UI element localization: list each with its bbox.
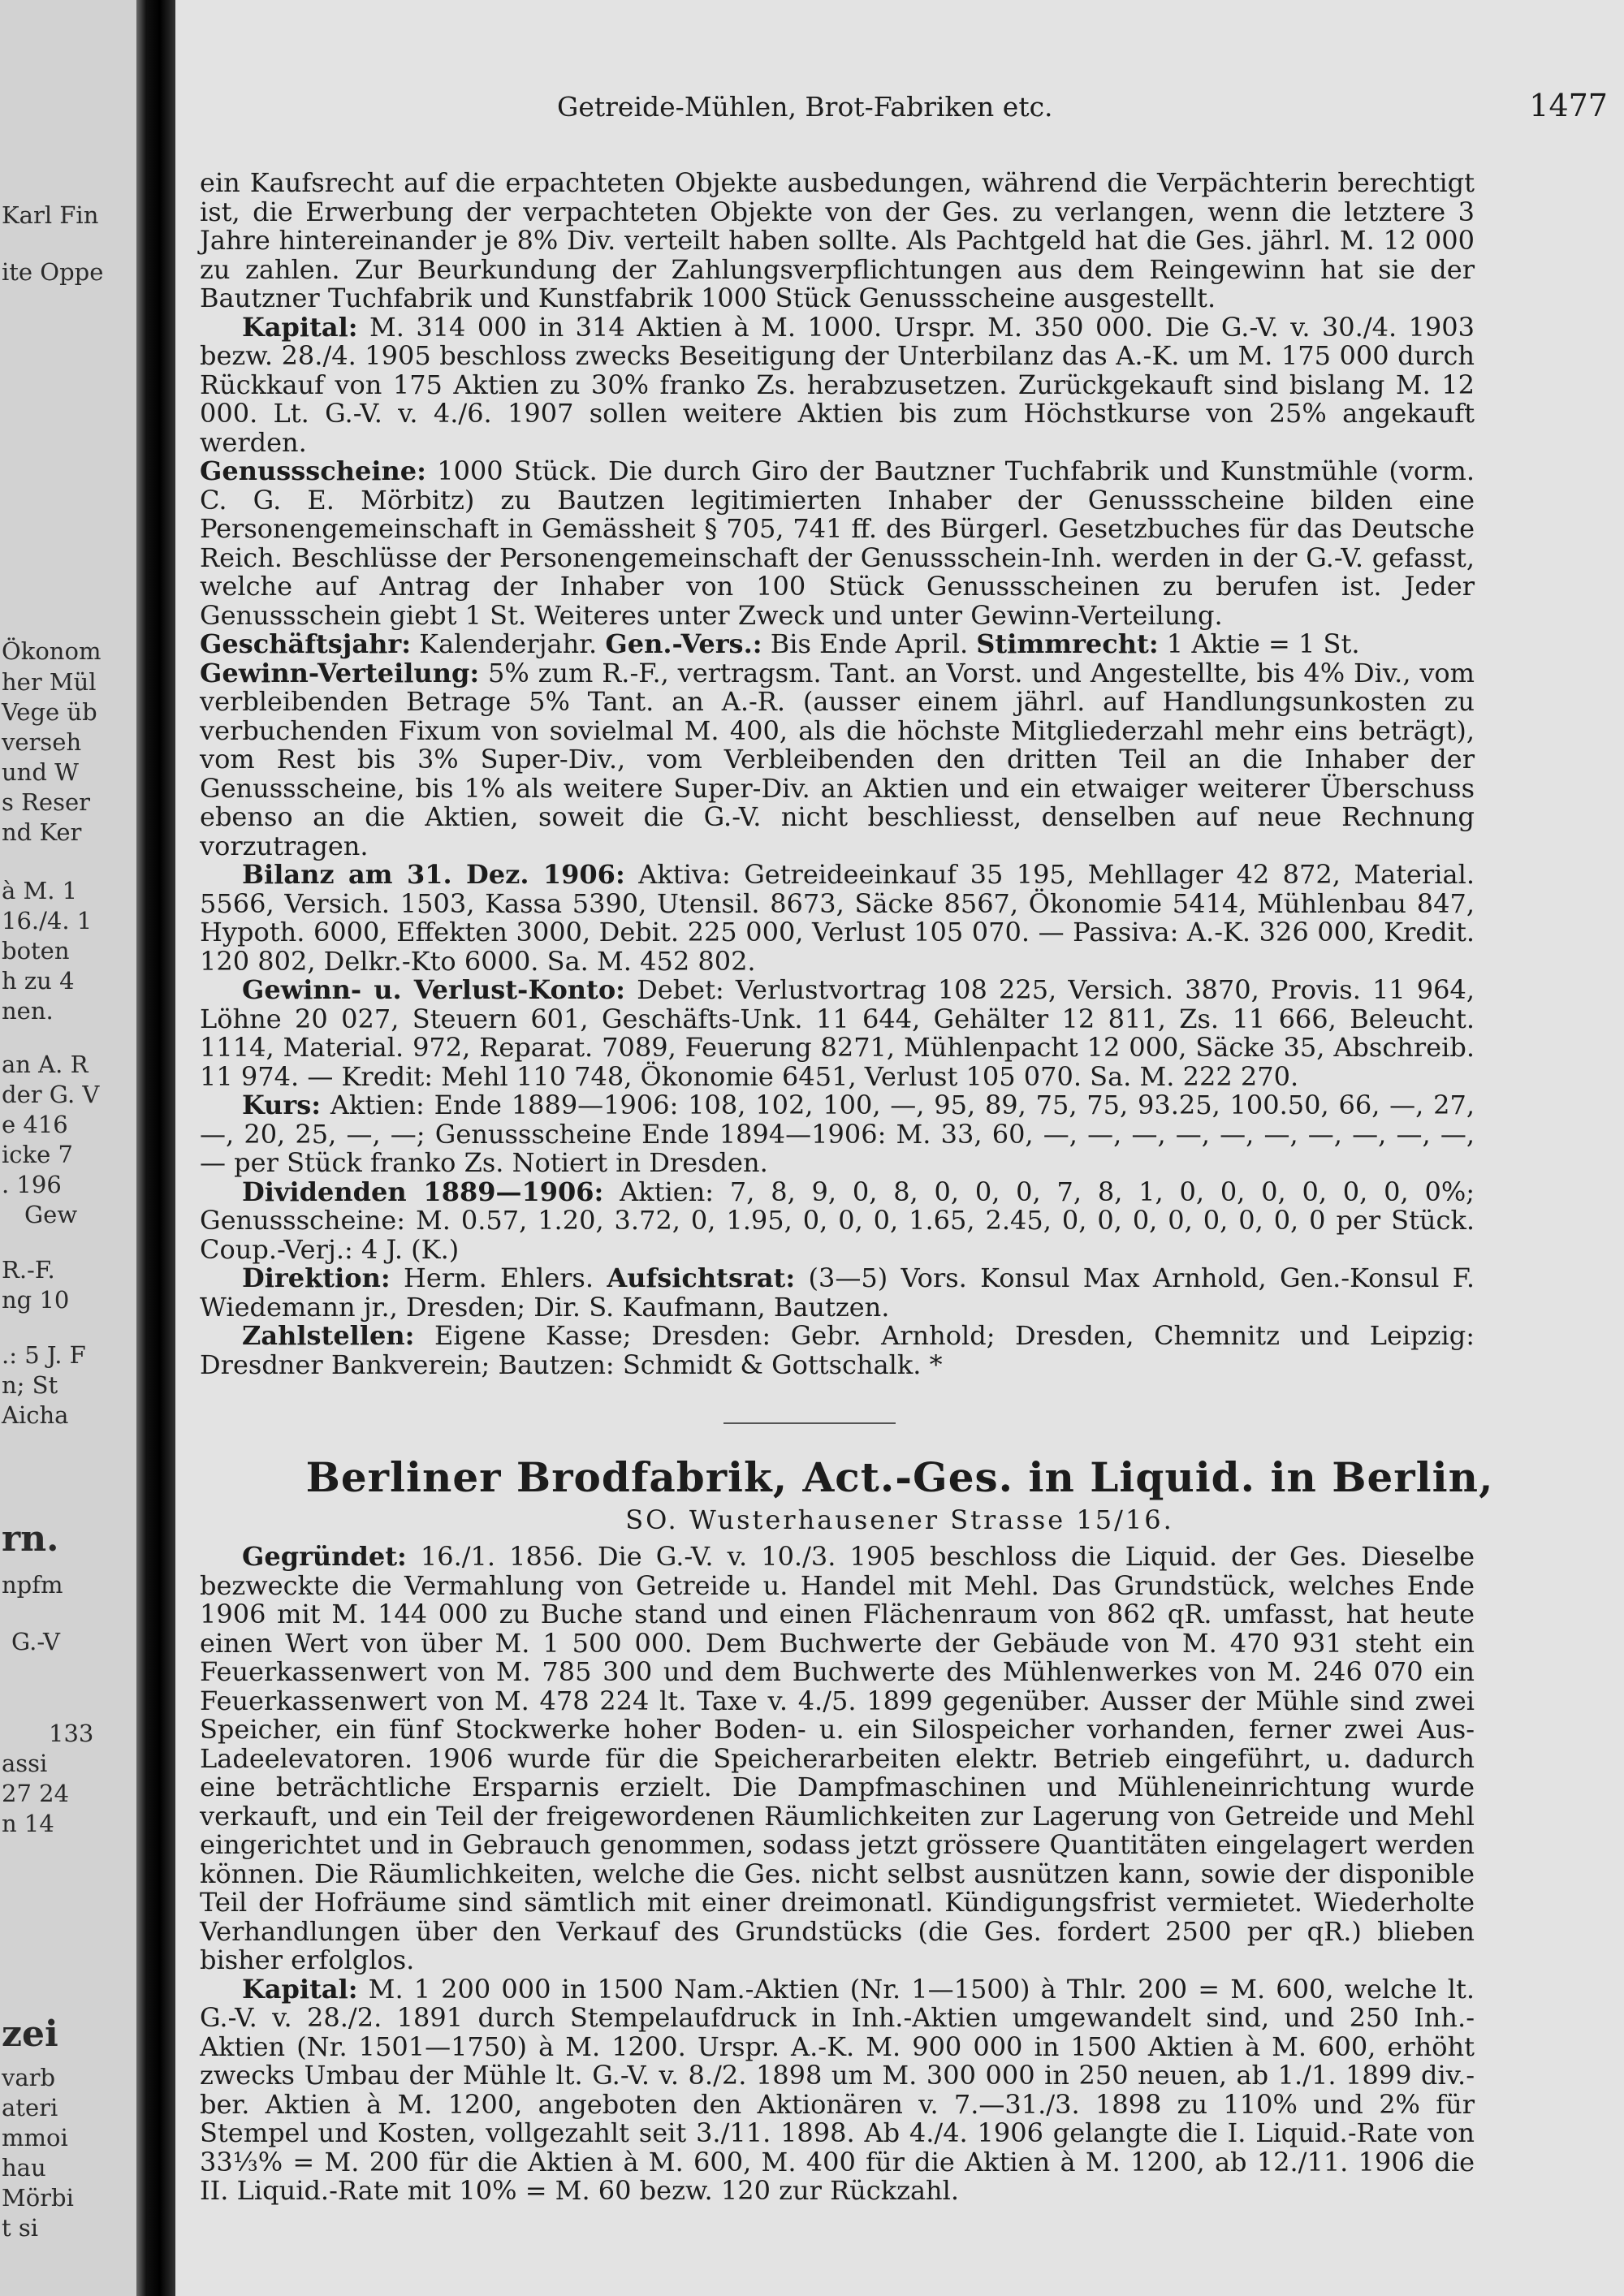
left-page-line: e 416 (2, 1111, 68, 1138)
geschaeftsjahr-text: Kalenderjahr. (419, 628, 598, 659)
intro-paragraph: ein Kaufsrecht auf die erpachteten Objekte ausbedungen, während die Verpächterin berechtigt ist, die Erwerbung der verpachteten Objekte von der Ges. zu verlangen, wenn die letztere 3 Jahre hintereinander je 8% Div. verteilt haben sollte. Als Pachtgeld hat die Ges. jährl. M. 12 000 zu zahlen. Zur Beurkundung der Zahlungsverpflichtungen aus dem Reingewinn hat sie der Bautzner Tuchfabrik und Kunstfabrik 1000 Stück Genussscheine ausgestellt. (200, 167, 1475, 313)
gewinn-verlust-heading: Gewinn- u. Verlust-Konto: (242, 974, 625, 1005)
left-page-line: n; St (2, 1371, 58, 1399)
kapital-heading-2: Kapital: (242, 1973, 358, 2005)
stimmrecht-heading: Stimmrecht: (976, 628, 1159, 659)
left-page-line: Aicha (2, 1401, 69, 1429)
left-page-line: verseh (2, 728, 82, 756)
gen-vers-heading: Gen.-Vers.: (605, 628, 762, 659)
dividenden-heading: Dividenden 1889—1906: (242, 1176, 604, 1207)
left-page-line: t si (2, 2214, 39, 2242)
left-page-line: .: 5 J. F (2, 1341, 86, 1369)
genussscheine-heading: Genussscheine: (200, 455, 426, 486)
dividenden-text: Aktien: 7, 8, 9, 0, 8, 0, 0, 0, 7, 8, 1, 0, 0, 0, 0, 0, 0, 0%; Genussscheine: M. 0.57, 1.20, 3.72, 0, 1.95, 0, 0, 0, 1.65, 2.45, 0, 0, 0, 0, 0, 0, 0, 0 per Stück. Coup.-Verj.: 4 J. (K.) (200, 1176, 1475, 1265)
bilanz-paragraph (200, 861, 1475, 976)
kapital-heading: Kapital: (242, 311, 358, 343)
running-head: Getreide-Mühlen, Brot-Fabriken etc. (557, 91, 1053, 123)
gegruendet-text: 16./1. 1856. Die G.-V. v. 10./3. 1905 beschloss die Liquid. der Ges. Dieselbe bezweckte die Vermahlung von Getreide u. Handel mit Mehl. Das Grundstück, welches Ende 1906 mit M. 144 000 zu Buche stand und einen Flächenraum von 862 qR. umfasst, hat heute einen Wert von über M. 1 500 000. Dem Buchwerte der Gebäude von M. 470 931 steht ein Feuerkassenwert von M. 785 300 und dem Buchwerte des Mühlenwerkes von M. 246 070 ein Feuerkassenwert von M. 478 224 lt. Taxe v. 4./5. 1899 gegenüber. Ausser der Mühle sind zwei Speicher, ein fünf Stockwerke hoher Boden- u. ein Silospeicher vorhanden, ferner zwei Aus-Ladeelevatoren. 1906 wurde für die Speicherarbeiten elektr. Betrieb eingeführt, u. dadurch eine beträchtliche Ersparnis erzielt. Die Dampfmaschinen und Mühleneinrichtung wurde verkauft, und ein Teil der freigewordenen Räumlichkeiten zur Lagerung von Getreide und Mehl eingerichtet und in Gebrauch genommen, sodass jetzt grössere Quantitäten eingelagert werden können. Die Räumlichkeiten, welche die Ges. nicht selbst ausnützen kann, sowie der disponible Teil der Hofräume sind sämtlich mit einer dreimonatl. Kündigungsfrist vermietet. Wiederholte Verhandlungen über den Verkauf des Grundstücks (die Ges. fordert 2500 per qR.) blieben bisher erfolglos. (200, 1541, 1475, 1975)
zahlstellen-text: Eigene Kasse; Dresden: Gebr. Arnhold; Dresden, Chemnitz und Leipzig: Dresdner Bankverein; Bautzen: Schmidt & Gottschalk. * (200, 1320, 1475, 1380)
genussscheine-paragraph (200, 457, 1475, 630)
gewinn-verteilung-paragraph (200, 659, 1475, 861)
left-page-line: 16./4. 1 (2, 907, 93, 934)
genussscheine-text: 1000 Stück. Die durch Giro der Bautzner Tuchfabrik und Kunstmühle (vorm. C. G. E. Mörbitz) zu Bautzen legitimierten Inhaber der Genussscheine bilden eine Personengemeinschaft in Gemässheit § 705, 741 ff. des Bürgerl. Gesetzbuches für das Deutsche Reich. Beschlüsse der Personengemeinschaft der Genussschein-Inh. werden in der G.-V. gefasst, welche auf Antrag der Inhaber von 100 Stück Genussscheinen zu berufen ist. Jeder Genussschein giebt 1 St. Weiteres unter Zweck und unter Gewinn-Verteilung. (200, 455, 1475, 631)
gewinn-verteilung-text: 5% zum R.-F., vertragsm. Tant. an Vorst. und Angestellte, bis 4% Div., vom verbleibenden Betrage 5% Tant. an A.-R. (ausser einem jährl. auf Handlungsunkosten zu verbuchenden Fixum von sovielmal M. 400, als die höchste Mitgliederzahl mehr eins beträgt), vom Rest bis 3% Super-Div., vom Verbleibenden den dritten Teil an die Inhaber der Genussscheine, bis 1% als weitere Super-Div. an Aktien und ein etwaiger weiterer Überschuss ebenso an die Aktien, soweit die G.-V. nicht beschliesst, denselben auf neue Rechnung vorzutragen. (200, 657, 1475, 861)
left-page-line: her Mül (2, 668, 97, 696)
left-page-line: nen. (2, 997, 54, 1025)
left-page-line: nd Ker (2, 818, 82, 846)
left-page-line: à M. 1 (2, 877, 78, 904)
kurs-heading: Kurs: (242, 1090, 322, 1120)
bilanz-heading: Bilanz am 31. Dez. 1906: (242, 859, 625, 890)
left-page-line: an A. R (2, 1051, 89, 1078)
kurs-paragraph (200, 1091, 1475, 1178)
aufsichtsrat-heading: Aufsichtsrat: (607, 1262, 796, 1293)
section-divider (723, 1422, 896, 1424)
direktion-text: Herm. Ehlers. (404, 1262, 594, 1293)
direktion-heading: Direktion: (242, 1262, 391, 1293)
direktion-paragraph (200, 1264, 1475, 1322)
left-page-line: icke 7 (2, 1141, 73, 1168)
company-title: Berliner Brodfabrik, Act.-Ges. in Liquid. in Berlin, (305, 1453, 1494, 1501)
left-page-heading-fragment: zei (2, 2013, 58, 2055)
left-page-line: mmoi (2, 2124, 68, 2151)
section-2-body (200, 1543, 1475, 2206)
left-page-line: R.-F. (2, 1256, 55, 1284)
left-page-line: ite Oppe (2, 258, 104, 286)
left-page-line: Gew (24, 1201, 78, 1228)
section-1-body (200, 169, 1475, 1379)
gewinn-verlust-paragraph (200, 976, 1475, 1091)
left-page-line: s Reser (2, 788, 91, 816)
geschaeftsjahr-heading: Geschäftsjahr: (200, 628, 411, 659)
left-page-line: n 14 (2, 1810, 54, 1837)
kapital-text: M. 314 000 in 314 Aktien à M. 1000. Urspr. M. 350 000. Die G.-V. v. 30./4. 1903 bezw. 28./4. 1905 beschloss zwecks Beseitigung der Unterbilanz das A.-K. um M. 175 000 durch Rückkauf von 175 Aktien zu 30% franko Zs. herabzusetzen. Zurückgekauft sind bislang M. 12 000. Lt. G.-V. v. 4./6. 1907 sollen weitere Aktien bis zum Höchstkurse von 25% angekauft werden. (200, 311, 1475, 458)
kapital-paragraph (200, 313, 1475, 458)
zahlstellen-heading: Zahlstellen: (242, 1320, 415, 1351)
left-page-line: hau (2, 2154, 46, 2182)
aufsichtsrat-text: (3—5) Vors. Konsul Max Arnhold, Gen.-Konsul F. Wiedemann jr., Dresden; Dir. S. Kaufmann, Bautzen. (200, 1262, 1475, 1323)
bilanz-text: Aktiva: Getreideeinkauf 35 195, Mehllager 42 872, Material. 5566, Versich. 1503, Kassa 5390, Utensil. 8673, Säcke 8567, Ökonomie 5414, Mühlenbau 847, Hypoth. 6000, Effekten 3000, Debit. 225 000, Verlust 105 070. — Passiva: A.-K. 326 000, Kredit. 120 802, Delkr.-Kto 6000. Sa. M. 452 802. (200, 859, 1475, 977)
company-address: SO. Wusterhausener Strasse 15/16. (625, 1504, 1174, 1535)
left-page-line: . 196 (2, 1171, 62, 1198)
left-page-line: 27 24 (2, 1780, 70, 1807)
left-page-line: Ökonom (2, 637, 102, 665)
left-page-fragment (0, 0, 136, 2296)
left-page-line: Mörbi (2, 2184, 74, 2212)
gegruendet-paragraph (200, 1543, 1475, 1975)
gen-vers-text: Bis Ende April. (770, 628, 969, 659)
left-page-line: 133 (49, 1720, 94, 1747)
left-page-line: assi (2, 1750, 48, 1777)
left-page-line: und W (2, 758, 79, 786)
left-page-line: Karl Fin (2, 201, 99, 229)
left-page-line: G.-V (11, 1628, 60, 1655)
left-page-line: npfm (2, 1571, 63, 1599)
stimmrecht-text: 1 Aktie = 1 St. (1166, 628, 1360, 659)
dividenden-paragraph (200, 1178, 1475, 1265)
left-page-line: ateri (2, 2094, 58, 2121)
left-page-line: Vege üb (2, 698, 97, 726)
kapital-paragraph-2 (200, 1975, 1475, 2206)
book-gutter (136, 0, 175, 2296)
left-page-line: der G. V (2, 1081, 100, 1108)
left-page-heading-fragment: rn. (2, 1518, 59, 1560)
kapital-text-2: M. 1 200 000 in 1500 Nam.-Aktien (Nr. 1—1500) à Thlr. 200 = M. 600, welche lt. G.-V. v. 28./2. 1891 durch Stempelaufdruck in Inh.-Aktien umgewandelt sind, und 250 Inh.-Aktien (Nr. 1501—1750) à M. 1200. Urspr. A.-K. M. 900 000 in 1500 Aktien à M. 600, erhöht zwecks Umbau der Mühle lt. G.-V. v. 8./2. 1898 um M. 300 000 in 250 neuen, ab 1./1. 1899 div.-ber. Aktien à M. 1200, angeboten den Aktionären v. 7.—31./3. 1898 zu 110% und 2% für Stempel und Kosten, vollgezahlt seit 3./11. 1898. Ab 4./4. 1906 gelangte die I. Liquid.-Rate von 33⅓% = M. 200 für die Aktien à M. 600, M. 400 für die Aktien à M. 1200, ab 12./11. 1906 die II. Liquid.-Rate mit 10% = M. 60 bezw. 120 zur Rückzahl. (200, 1973, 1475, 2206)
kurs-text: Aktien: Ende 1889—1906: 108, 102, 100, —, 95, 89, 75, 75, 93.25, 100.50, 66, —, 27, —, 20, 25, —, —; Genussscheine Ende 1894—1906: M. 33, 60, —, —, —, —, —, —, —, —, —, —, — per Stück franko Zs. Notiert in Dresden. (200, 1090, 1475, 1178)
left-page-line: varb (2, 2064, 56, 2091)
geschaeftsjahr-paragraph (200, 630, 1475, 659)
zahlstellen-paragraph (200, 1322, 1475, 1379)
gewinn-verteilung-heading: Gewinn-Verteilung: (200, 657, 480, 688)
page-number: 1477 (1529, 88, 1608, 123)
left-page-line: ng 10 (2, 1286, 70, 1314)
left-page-line: h zu 4 (2, 967, 75, 995)
gegruendet-heading: Gegründet: (242, 1541, 407, 1572)
left-page-line: boten (2, 937, 70, 965)
gewinn-verlust-text: Debet: Verlustvortrag 108 225, Versich. 3870, Provis. 11 964, Löhne 20 027, Steuern 601, Geschäfts-Unk. 11 644, Gehälter 12 811, Zs. 11 666, Beleucht. 1114, Material. 972, Reparat. 7089, Feuerung 8271, Mühlenpacht 12 000, Säcke 35, Abschreib. 11 974. — Kredit: Mehl 110 748, Ökonomie 6451, Verlust 105 070. Sa. M. 222 270. (200, 974, 1475, 1092)
book-page (175, 0, 1624, 2296)
